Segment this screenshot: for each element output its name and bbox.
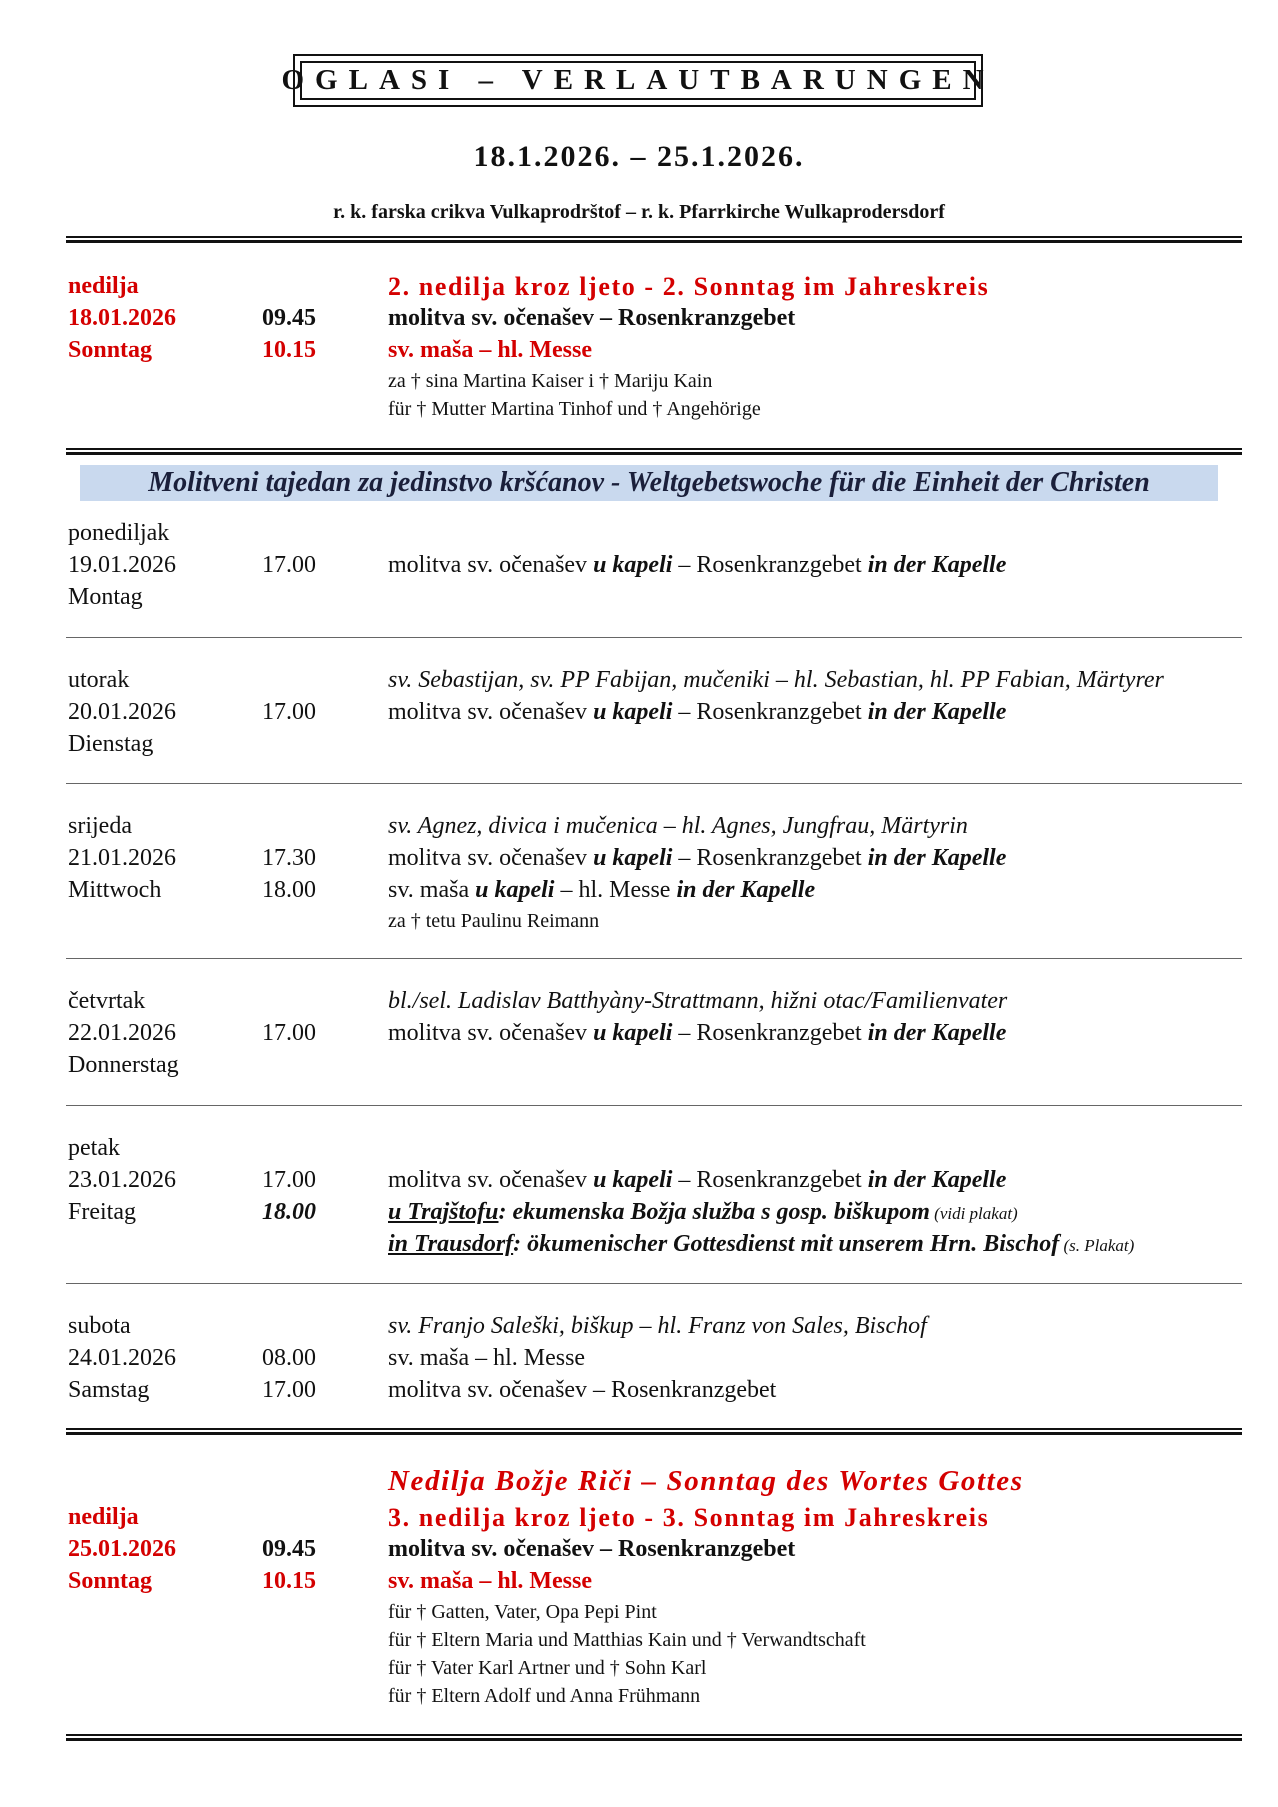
date: 20.01.2026 (68, 699, 176, 725)
feast: sv. Sebastijan, sv. PP Fabijan, mučeniki – hl. Sebastian, hl. PP Fabian, Märtyrer (388, 667, 1164, 693)
feast-title: Nedilja Božje Riči – Sonntag des Wortes Gottes (388, 1465, 1024, 1497)
service-item: sv. maša – hl. Messe (388, 337, 592, 363)
divider (66, 958, 1242, 959)
time: 10.15 (262, 337, 316, 363)
time: 17.00 (262, 552, 316, 578)
day-hr: srijeda (68, 813, 132, 839)
divider (66, 1105, 1242, 1106)
service-item: molitva sv. očenašev – Rosenkranzgebet (388, 1536, 796, 1562)
service-item: molitva sv. očenašev u kapeli – Rosenkranzgebet in der Kapelle (388, 1167, 1007, 1193)
date: 22.01.2026 (68, 1020, 176, 1046)
feast: bl./sel. Ladislav Batthyàny-Strattmann, hižni otac/Familienvater (388, 988, 1008, 1014)
time: 10.15 (262, 1568, 316, 1594)
mass-intention: za † tetu Paulinu Reimann (388, 910, 600, 932)
divider (66, 236, 1242, 244)
date: 25.01.2026 (68, 1536, 176, 1562)
mass-intention: für † Gatten, Vater, Opa Pepi Pint (388, 1601, 657, 1623)
mass-intention: za † sina Martina Kaiser i † Mariju Kain (388, 370, 713, 392)
time: 17.00 (262, 699, 316, 725)
service-item: molitva sv. očenašev u kapeli – Rosenkranzgebet in der Kapelle (388, 699, 1007, 725)
date: 18.01.2026 (68, 305, 176, 331)
time: 17.00 (262, 1167, 316, 1193)
day-de: Sonntag (68, 1568, 153, 1594)
date-range: 18.1.2026. – 25.1.2026. (473, 140, 805, 173)
time: 09.45 (262, 1536, 316, 1562)
mass-intention: für † Eltern Maria und Matthias Kain und † Verwandtschaft (388, 1629, 866, 1651)
service-item: molitva sv. očenašev u kapeli – Rosenkranzgebet in der Kapelle (388, 552, 1007, 578)
day-hr: nedilja (68, 1504, 139, 1530)
day-de: Sonntag (68, 337, 153, 363)
divider (66, 1428, 1242, 1436)
week-banner: Molitveni tajedan za jedinstvo kršćanov - Weltgebetswoche für die Einheit der Christen (80, 465, 1218, 501)
day-hr: subota (68, 1313, 131, 1339)
time: 17.00 (262, 1020, 316, 1046)
mass-intention: für † Vater Karl Artner und † Sohn Karl (388, 1657, 707, 1679)
divider (66, 448, 1242, 456)
time: 18.00 (262, 877, 316, 903)
day-hr: petak (68, 1135, 120, 1161)
day-hr: utorak (68, 667, 130, 693)
time: 18.00 (262, 1199, 316, 1225)
mass-intention: für † Eltern Adolf und Anna Frühmann (388, 1685, 701, 1707)
service-item: molitva sv. očenašev – Rosenkranzgebet (388, 305, 796, 331)
feast: sv. Agnez, divica i mučenica – hl. Agnes, Jungfrau, Märtyrin (388, 813, 968, 839)
day-de: Donnerstag (68, 1052, 179, 1078)
day-de: Dienstag (68, 731, 154, 757)
ecumenical-service-hr: u Trajštofu: ekumenska Božja služba s gosp. biškupom (vidi plakat) (388, 1199, 1018, 1225)
title-box (281, 54, 995, 107)
date: 19.01.2026 (68, 552, 176, 578)
service-item: molitva sv. očenašev u kapeli – Rosenkranzgebet in der Kapelle (388, 1020, 1007, 1046)
service-item: molitva sv. očenašev u kapeli – Rosenkranzgebet in der Kapelle (388, 845, 1007, 871)
divider (66, 637, 1242, 638)
divider (66, 783, 1242, 784)
day-de: Freitag (68, 1199, 136, 1225)
service-item: sv. maša – hl. Messe (388, 1345, 586, 1371)
day-de: Mittwoch (68, 877, 162, 903)
day-de: Samstag (68, 1377, 150, 1403)
ecumenical-service-de: in Trausdorf: ökumenischer Gottesdienst mit unserem Hrn. Bischof (s. Plakat) (388, 1231, 1135, 1257)
page-title: OGLASI – VERLAUTBARUNGEN (300, 61, 976, 100)
date: 24.01.2026 (68, 1345, 176, 1371)
day-hr: ponediljak (68, 520, 170, 546)
feast: sv. Franjo Saleški, biškup – hl. Franz von Sales, Bischof (388, 1313, 927, 1339)
day-de: Montag (68, 584, 143, 610)
church-name: r. k. farska crikva Vulkaprodrštof – r. k. Pfarrkirche Wulkaprodersdorf (333, 201, 945, 223)
service-item: sv. maša u kapeli – hl. Messe in der Kapelle (388, 877, 816, 903)
time: 17.30 (262, 845, 316, 871)
day-hr: nedilja (68, 273, 139, 299)
divider (66, 1283, 1242, 1284)
service-item: sv. maša – hl. Messe (388, 1568, 592, 1594)
date: 21.01.2026 (68, 845, 176, 871)
feast: 3. nedilja kroz ljeto - 3. Sonntag im Jahreskreis (388, 1503, 990, 1532)
mass-intention: für † Mutter Martina Tinhof und † Angehörige (388, 398, 761, 420)
feast-title: 2. nedilja kroz ljeto - 2. Sonntag im Jahreskreis (388, 272, 990, 301)
time: 17.00 (262, 1377, 316, 1403)
day-hr: četvrtak (68, 988, 146, 1014)
date: 23.01.2026 (68, 1167, 176, 1193)
service-item: molitva sv. očenašev – Rosenkranzgebet (388, 1377, 777, 1403)
time: 08.00 (262, 1345, 316, 1371)
time: 09.45 (262, 305, 316, 331)
divider (66, 1734, 1242, 1742)
